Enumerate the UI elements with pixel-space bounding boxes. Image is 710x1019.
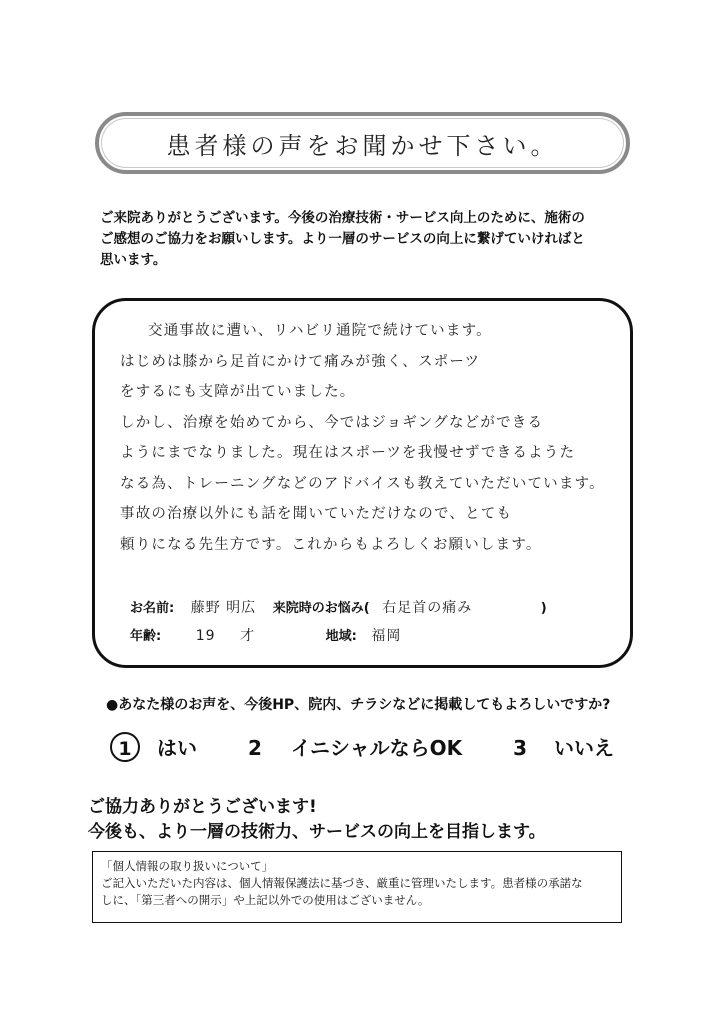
option-number: 3 xyxy=(513,736,528,760)
thanks-line: ご協力ありがとうございます! xyxy=(88,797,317,817)
option-no[interactable]: いいえ xyxy=(554,736,614,760)
option-number: 2 xyxy=(247,736,262,760)
page-title: 患者様の声をお聞かせ下さい。 xyxy=(166,131,559,160)
comment-line: はじめは膝から足首にかけて痛みが強く、スポーツ xyxy=(120,353,481,370)
title-frame xyxy=(95,112,630,174)
comment-line: をするにも支障が出ていました。 xyxy=(120,384,356,400)
option-number: 1 xyxy=(118,738,132,760)
privacy-heading: 「個人情報の取り扱いについて」 xyxy=(101,859,274,873)
age-value: 19 xyxy=(195,628,216,644)
name-row xyxy=(130,597,547,617)
age-row xyxy=(130,625,401,645)
intro-line: ご来院ありがとうございます。今後の治療技術・サービス向上のために、施術の xyxy=(100,210,585,226)
privacy-line: ご記入いただいた内容は、個人情報保護法に基づき、厳重に管理いたします。患者様の承諾な xyxy=(101,876,583,890)
comment-line: なる為、トレーニングなどのアドバイスも教えていただいています。 xyxy=(120,475,605,492)
name-label: お名前: xyxy=(130,601,175,616)
intro-line: 思います。 xyxy=(100,252,167,268)
selected-option-circle[interactable] xyxy=(110,732,140,762)
comment-line: 交通事故に遭い、リハビリ通院で続けています。 xyxy=(148,323,492,339)
region-label: 地域: xyxy=(325,629,357,644)
comment-line: 事故の治療以外にも話を聞いていただけなので、とても xyxy=(120,506,513,522)
concern-label: 来院時のお悩み( xyxy=(272,601,370,616)
comment-line: しかし、治療を始めてから、今ではジョギングなどができる xyxy=(120,414,544,431)
concern-close: ) xyxy=(540,601,547,616)
comment-line: 頼りになる先生方です。これからもよろしくお願いします。 xyxy=(120,536,542,553)
age-label: 年齢: xyxy=(130,629,162,644)
option-initials[interactable]: イニシャルならOK xyxy=(290,736,463,760)
comment-line: ようにまでなりました。現在はスポーツを我慢せずできるようた xyxy=(120,445,576,461)
intro-line: ご感想のご協力をお願いします。より一層のサービスの向上に繋げていければと xyxy=(100,231,585,247)
privacy-line: しに、「第三者への開示」や上記以外での使用はございません。 xyxy=(101,893,430,907)
thanks-line: 今後も、より一層の技術力、サービスの向上を目指します。 xyxy=(88,822,546,842)
name-value: 藤野 明広 xyxy=(190,600,257,616)
region-value: 福岡 xyxy=(371,628,402,644)
privacy-notice xyxy=(92,851,622,923)
concern-value: 右足首の痛み xyxy=(382,600,473,616)
publish-question: ●あなた様のお声を、今後HP、院内、チラシなどに掲載してもよろしいですか? xyxy=(106,697,611,713)
handwritten-comment xyxy=(120,316,620,560)
publish-choices xyxy=(110,732,614,762)
age-unit: 才 xyxy=(240,628,256,644)
intro-text xyxy=(100,208,620,271)
option-yes[interactable]: はい xyxy=(156,736,197,760)
